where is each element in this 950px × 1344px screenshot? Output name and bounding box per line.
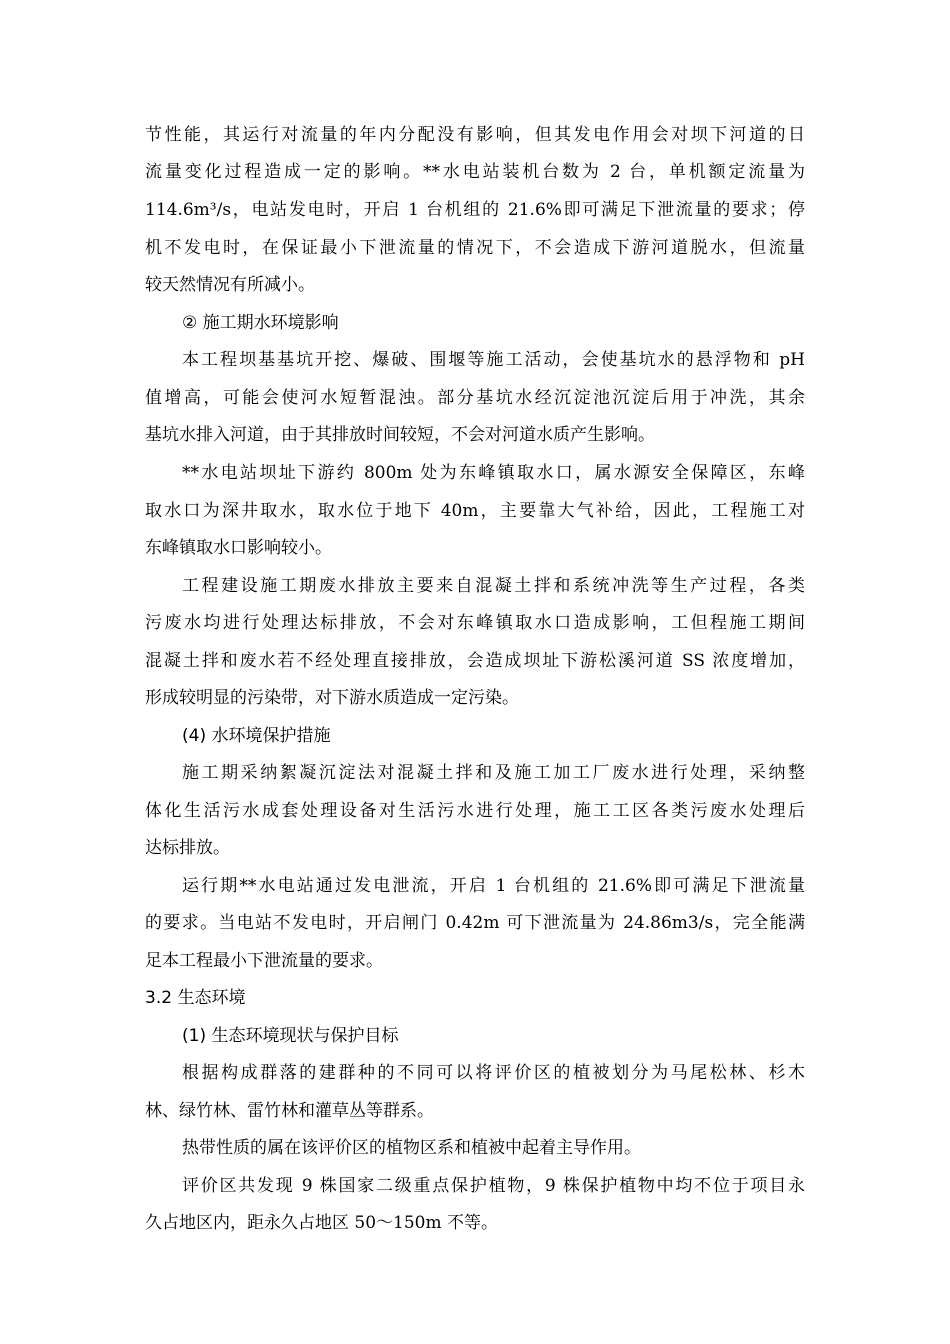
paragraph-line: 足本工程最小下泄流量的要求。 (145, 951, 383, 971)
paragraph-line: 较天然情况有所减小。 (145, 275, 315, 295)
section-heading: ② 施工期水环境影响 (182, 313, 339, 333)
paragraph-line: 林、绿竹林、雷竹林和灌草丛等群系。 (145, 1101, 434, 1121)
paragraph-line: 混凝土拌和废水若不经处理直接排放，会造成坝址下游松溪河道 SS 浓度增加， (145, 651, 805, 671)
paragraph-line: 达标排放。 (145, 838, 230, 858)
paragraph-line: 114.6m³/s，电站发电时，开启 1 台机组的 21.6%即可满足下泄流量的要求；停 (145, 200, 805, 220)
paragraph-line: 施工期采纳絮凝沉淀法对混凝土拌和及施工加工厂废水进行处理，采纳整 (182, 763, 805, 783)
paragraph-line: 基坑水排入河道，由于其排放时间较短，不会对河道水质产生影响。 (145, 425, 655, 445)
paragraph-line: 污废水均进行处理达标排放，不会对东峰镇取水口造成影响，工但程施工期间 (145, 613, 805, 633)
paragraph-line: 根据构成群落的建群种的不同可以将评价区的植被划分为马尾松林、杉木 (182, 1063, 805, 1083)
paragraph-line: 热带性质的属在该评价区的植物区系和植被中起着主导作用。 (182, 1138, 641, 1158)
paragraph-line: 运行期**水电站通过发电泄流，开启 1 台机组的 21.6%即可满足下泄流量 (182, 876, 805, 896)
paragraph-line: 体化生活污水成套处理设备对生活污水进行处理，施工工区各类污废水处理后 (145, 801, 805, 821)
paragraph-line: 东峰镇取水口影响较小。 (145, 538, 332, 558)
section-heading: (4) 水环境保护措施 (182, 726, 331, 746)
paragraph-line: **水电站坝址下游约 800m 处为东峰镇取水口，属水源安全保障区，东峰 (182, 463, 805, 483)
paragraph-line: 流量变化过程造成一定的影响。**水电站装机台数为 2 台，单机额定流量为 (145, 162, 805, 182)
paragraph-line: 值增高，可能会使河水短暂混浊。部分基坑水经沉淀池沉淀后用于冲洗，其余 (145, 388, 805, 408)
section-heading: 3.2 生态环境 (145, 988, 246, 1008)
paragraph-line: 久占地区内，距永久占地区 50～150m 不等。 (145, 1213, 499, 1233)
paragraph-line: 取水口为深井取水，取水位于地下 40m，主要靠大气补给，因此，工程施工对 (145, 501, 805, 521)
paragraph-line: 机不发电时，在保证最小下泄流量的情况下，不会造成下游河道脱水，但流量 (145, 238, 805, 258)
paragraph-line: 评价区共发现 9 株国家二级重点保护植物，9 株保护植物中均不位于项目永 (182, 1176, 805, 1196)
paragraph-line: 节性能，其运行对流量的年内分配没有影响，但其发电作用会对坝下河道的日 (145, 125, 805, 145)
paragraph-line: 本工程坝基基坑开挖、爆破、围堰等施工活动，会使基坑水的悬浮物和 pH (182, 350, 805, 370)
paragraph-line: 工程建设施工期废水排放主要来自混凝土拌和系统冲洗等生产过程，各类 (182, 576, 805, 596)
paragraph-line: 形成较明显的污染带，对下游水质造成一定污染。 (145, 688, 519, 708)
paragraph-line: 的要求。当电站不发电时，开启闸门 0.42m 可下泄流量为 24.86m3/s，完全能满 (145, 913, 805, 933)
section-heading: (1) 生态环境现状与保护目标 (182, 1026, 399, 1046)
